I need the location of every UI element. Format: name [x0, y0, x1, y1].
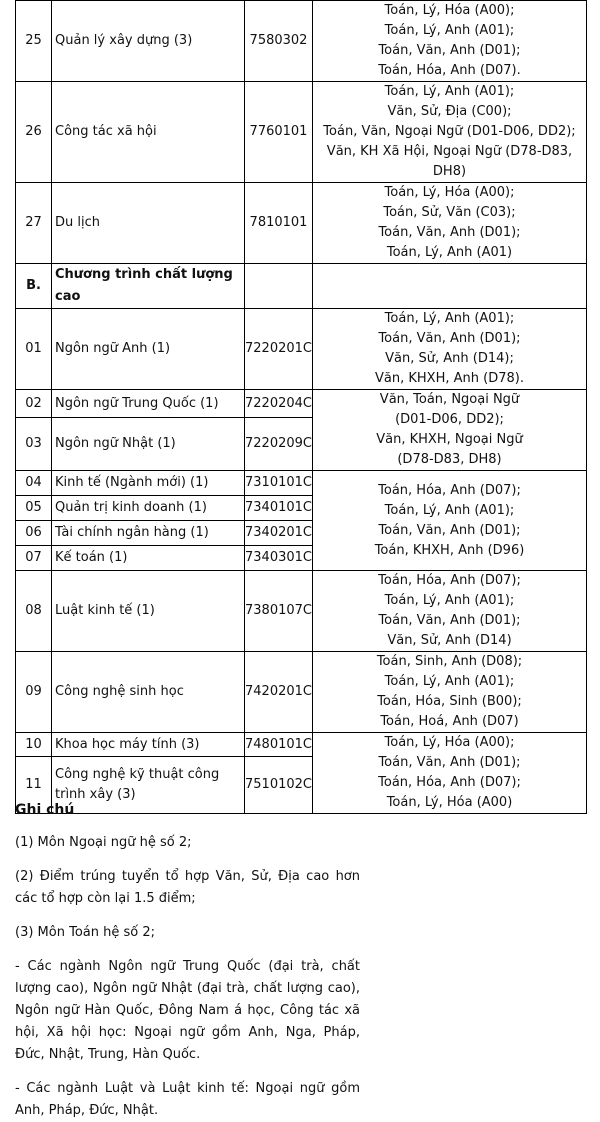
- subject-block: Toán, Lý, Anh (A01);: [384, 23, 515, 38]
- subject-block: Toán, Văn, Anh (D01);: [378, 43, 521, 58]
- major-name: Công nghệ kỹ thuật công trình xây (3): [52, 757, 245, 814]
- table-row: [16, 183, 587, 264]
- major-name: Công tác xã hội: [52, 82, 245, 183]
- notes-title: Ghi chú: [15, 802, 75, 818]
- major-code: 7420201C: [245, 652, 313, 733]
- table-row: [16, 309, 587, 390]
- subject-block: Toán, Văn, Anh (D01);: [378, 522, 521, 538]
- subject-blocks: [313, 652, 587, 733]
- subject-block: Toán, Lý, Anh (A01);: [384, 311, 515, 326]
- subject-block: Toán, Lý, Hóa (A00);: [384, 3, 515, 18]
- subject-block: Toán, Lý, Anh (A01);: [384, 593, 515, 608]
- subject-blocks: [313, 471, 587, 571]
- row-number: 03: [16, 418, 52, 471]
- row-number: 05: [16, 496, 52, 521]
- subject-block: Toán, Lý, Hóa (A00): [386, 795, 513, 810]
- subject-block: Toán, KHXH, Anh (D96): [374, 542, 525, 558]
- note-item: (1) Môn Ngoại ngữ hệ số 2;: [15, 835, 192, 850]
- subject-block: Văn, Sử, Địa (C00);: [387, 104, 512, 119]
- major-name: Ngôn ngữ Anh (1): [52, 309, 245, 390]
- subject-block: Toán, Lý, Anh (A01);: [384, 674, 515, 689]
- subject-block: Toán, Hóa, Anh (D07);: [378, 775, 521, 790]
- admission-table: [15, 0, 587, 814]
- major-name: Quản lý xây dựng (3): [52, 1, 245, 82]
- row-number: 26: [16, 82, 52, 183]
- major-code: 7340201C: [245, 521, 313, 546]
- row-number: 06: [16, 521, 52, 546]
- subject-block: Toán, Sinh, Anh (D08);: [376, 654, 523, 669]
- subject-block: Toán, Hoá, Anh (D07): [380, 714, 519, 729]
- subject-block: Toán, Hóa, Sinh (B00);: [377, 694, 522, 709]
- note-item: (3) Môn Toán hệ số 2;: [15, 925, 155, 940]
- major-name: Quản trị kinh doanh (1): [52, 496, 245, 521]
- row-number: 02: [16, 390, 52, 418]
- major-code: 7220201C: [245, 309, 313, 390]
- subject-block: Toán, Hóa, Anh (D07);: [378, 482, 521, 498]
- section-header-row: [16, 264, 587, 309]
- major-name: Khoa học máy tính (3): [52, 733, 245, 757]
- subject-blocks: [313, 309, 587, 390]
- row-number: 27: [16, 183, 52, 264]
- row-number: 08: [16, 571, 52, 652]
- row-number: 07: [16, 546, 52, 571]
- note-item: - Các ngành Ngôn ngữ Trung Quốc (đại trà, chất lượng cao), Ngôn ngữ Nhật (đại trà, chất lượng cao), Ngôn ngữ Hàn Quốc, Đông Nam á học, Công tác xã hội, Xã hội học: Ngoại ngữ gồm Anh, Nga, Pháp, Đức, Nhật, Trung, Hàn Quốc.: [15, 959, 360, 1062]
- row-number: 04: [16, 471, 52, 496]
- section-label: B.: [16, 264, 52, 309]
- subject-block: DH8): [432, 164, 467, 179]
- major-name: Kế toán (1): [52, 546, 245, 571]
- subject-block: Toán, Văn, Anh (D01);: [378, 225, 521, 240]
- row-number: 11: [16, 757, 52, 814]
- major-code: 7220209C: [245, 418, 313, 471]
- major-code: 7810101: [245, 183, 313, 264]
- table-row: [16, 82, 587, 183]
- subject-block: (D01-D06, DD2);: [395, 412, 504, 427]
- table-row: [16, 733, 587, 757]
- subject-block: Toán, Văn, Anh (D01);: [378, 755, 521, 770]
- subject-block: (D78-D83, DH8): [397, 452, 502, 467]
- subject-block: Toán, Hóa, Anh (D07).: [378, 63, 521, 78]
- note-item: (2) Điểm trúng tuyển tổ hợp Văn, Sử, Địa cao hơn các tổ hợp còn lại 1.5 điểm;: [15, 869, 360, 906]
- subject-block: Văn, KHXH, Anh (D78).: [375, 371, 524, 386]
- row-number: 25: [16, 1, 52, 82]
- subject-block: Toán, Lý, Anh (A01);: [384, 502, 515, 518]
- notes-section: [15, 800, 360, 1122]
- major-name: Ngôn ngữ Nhật (1): [52, 418, 245, 471]
- major-code: 7220204C: [245, 390, 313, 418]
- major-name: Du lịch: [52, 183, 245, 264]
- row-number: 01: [16, 309, 52, 390]
- major-name: Luật kinh tế (1): [52, 571, 245, 652]
- subject-blocks: [313, 390, 587, 471]
- subject-block: Văn, Toán, Ngoại Ngữ: [379, 392, 520, 407]
- major-name: Công nghệ sinh học: [52, 652, 245, 733]
- subject-block: Văn, Sử, Anh (D14);: [385, 351, 514, 366]
- subject-blocks: [313, 82, 587, 183]
- subject-blocks: [313, 1, 587, 82]
- major-code: 7310101C: [245, 471, 313, 496]
- section-title: Chương trình chất lượng cao: [52, 264, 245, 309]
- major-code: 7340301C: [245, 546, 313, 571]
- subject-block: Toán, Lý, Hóa (A00);: [384, 185, 515, 200]
- subject-block: Toán, Sử, Văn (C03);: [383, 205, 516, 220]
- major-name: Tài chính ngân hàng (1): [52, 521, 245, 546]
- subject-block: Văn, Sử, Anh (D14): [387, 633, 512, 648]
- subject-block: Toán, Văn, Anh (D01);: [378, 613, 521, 628]
- subject-block: Toán, Lý, Hóa (A00);: [384, 735, 515, 750]
- major-name: Ngôn ngữ Trung Quốc (1): [52, 390, 245, 418]
- major-code: 7510102C: [245, 757, 313, 814]
- subject-block: Toán, Hóa, Anh (D07);: [378, 573, 521, 588]
- table-row: [16, 390, 587, 418]
- row-number: 09: [16, 652, 52, 733]
- subject-block: Toán, Lý, Anh (A01);: [384, 84, 515, 99]
- major-code: 7340101C: [245, 496, 313, 521]
- subject-block: Toán, Lý, Anh (A01): [386, 245, 513, 260]
- table-row: [16, 652, 587, 733]
- subject-block: Toán, Văn, Ngoại Ngữ (D01-D06, DD2);: [323, 124, 576, 139]
- major-name: Kinh tế (Ngành mới) (1): [52, 471, 245, 496]
- major-code: 7760101: [245, 82, 313, 183]
- row-number: 10: [16, 733, 52, 757]
- subject-block: Văn, KH Xã Hội, Ngoại Ngữ (D78-D83,: [326, 144, 573, 159]
- major-code: 7380107C: [245, 571, 313, 652]
- table-row: [16, 471, 587, 496]
- major-code: 7580302: [245, 1, 313, 82]
- note-item: - Các ngành Luật và Luật kinh tế: Ngoại ngữ gồm Anh, Pháp, Đức, Nhật.: [15, 1081, 360, 1118]
- table-row: [16, 1, 587, 82]
- subject-block: Văn, KHXH, Ngoại Ngữ: [376, 432, 523, 447]
- table-row: [16, 571, 587, 652]
- subject-blocks: [313, 183, 587, 264]
- subject-blocks: [313, 571, 587, 652]
- subject-block: Toán, Văn, Anh (D01);: [378, 331, 521, 346]
- major-code: 7480101C: [245, 733, 313, 757]
